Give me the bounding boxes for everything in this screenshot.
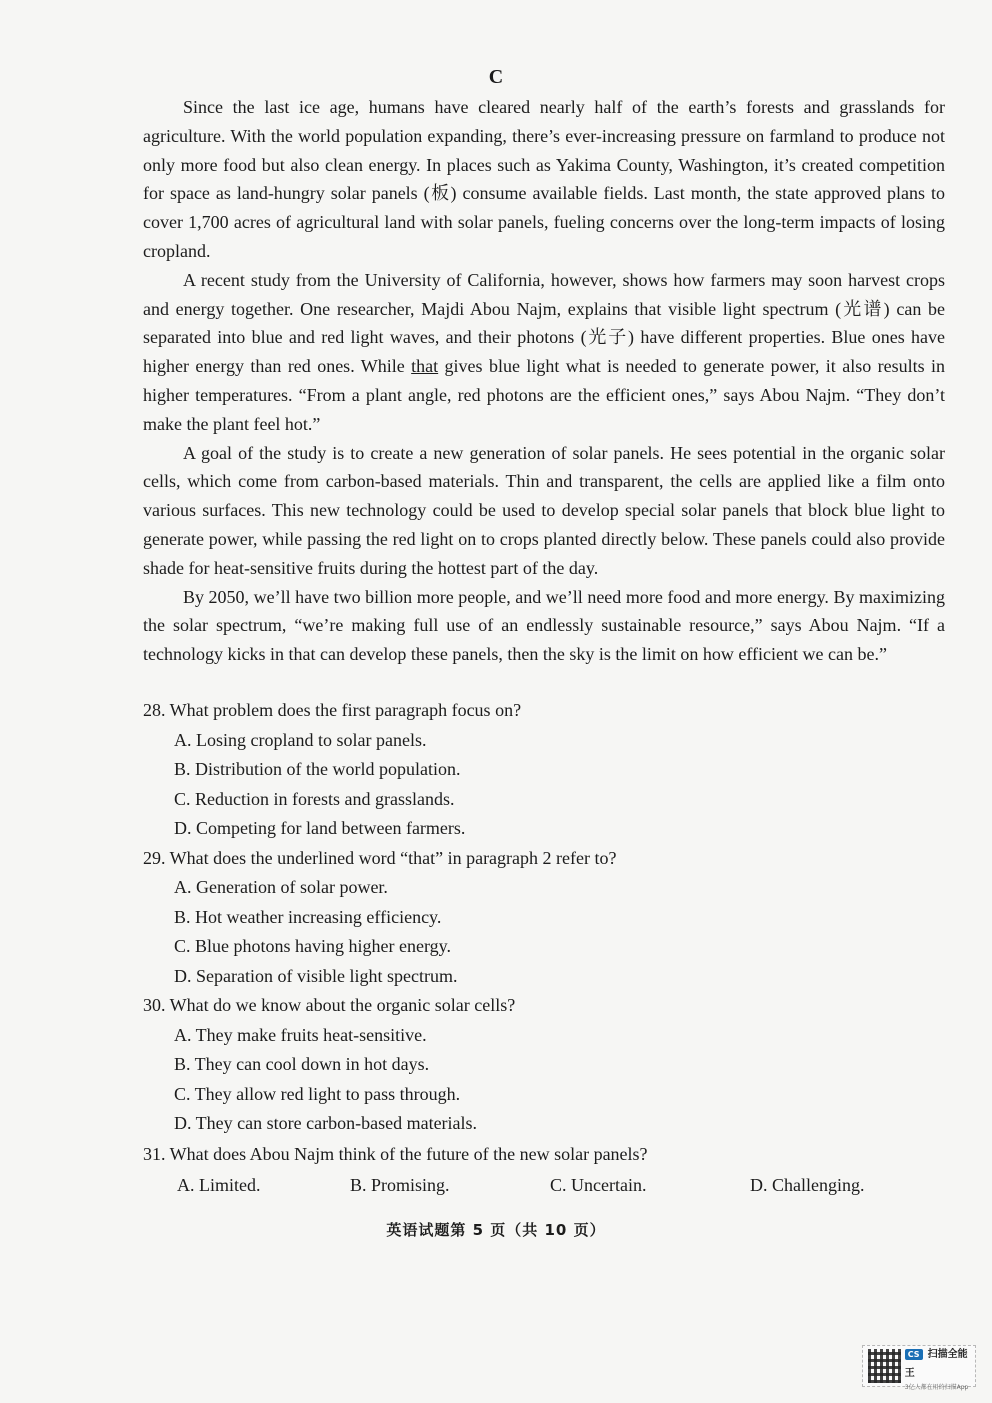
option-c: C. Reduction in forests and grasslands. — [174, 788, 455, 809]
question-31 — [143, 1139, 945, 1201]
option-d: D. Separation of visible light spectrum. — [174, 965, 458, 986]
scanner-app-name: 扫描全能王 — [904, 1348, 968, 1379]
reading-passage — [143, 93, 945, 669]
option-c: C. They allow red light to pass through. — [174, 1083, 461, 1104]
question-28 — [143, 696, 945, 844]
option-b: B. Promising. — [350, 1174, 450, 1195]
option-a: A. Losing cropland to solar panels. — [174, 729, 427, 750]
scanner-watermark — [862, 1345, 976, 1391]
underlined-word: that — [411, 356, 439, 377]
options-row — [143, 1169, 945, 1201]
scanner-tagline: 3亿人都在用的扫描App — [904, 1383, 969, 1391]
question-30 — [143, 991, 945, 1139]
page-footer: 英语试题第 5 页（共 10 页） — [386, 1221, 606, 1239]
option-a: A. Generation of solar power. — [174, 877, 388, 897]
section-heading: C — [488, 66, 504, 88]
option-b: B. They can cool down in hot days. — [174, 1054, 430, 1074]
scanner-text — [905, 1342, 975, 1391]
question-stem: 31. What does Abou Najm think of the future of the new solar panels? — [143, 1143, 648, 1164]
option-c: C. Uncertain. — [550, 1174, 647, 1195]
question-stem: 29. What does the underlined word “that” in paragraph 2 refer to? — [143, 847, 617, 868]
paragraph-2 — [143, 266, 945, 439]
paragraph-1: Since the last ice age, humans have cleared nearly half of the earth’s forests and grasslands for agriculture. With the world population expanding, there’s ever-increasing pressure on farmland to produce not only more food but also clean energy. In places such as Yakima County, Washington, it’s created competition for space as land-hungry solar panels (板) consume available fields. Last month, the state approved plans to cover 1,700 acres of agricultural land with solar panels, fueling concerns over the long-term impacts of losing cropland. — [143, 97, 945, 261]
question-stem: 30. What do we know about the organic solar cells? — [143, 995, 516, 1015]
question-29 — [143, 844, 945, 992]
option-a: A. Limited. — [177, 1174, 261, 1195]
option-b: B. Hot weather increasing efficiency. — [174, 906, 442, 927]
option-c: C. Blue photons having higher energy. — [174, 936, 451, 956]
qr-code-icon — [868, 1349, 901, 1383]
option-a: A. They make fruits heat-sensitive. — [174, 1024, 427, 1045]
question-list — [143, 696, 945, 1201]
question-stem: 28. What problem does the first paragraph focus on? — [143, 700, 522, 720]
cs-logo-icon: CS — [905, 1349, 923, 1360]
option-d: D. Challenging. — [750, 1174, 865, 1195]
option-b: B. Distribution of the world population. — [174, 759, 461, 779]
paragraph-3: A goal of the study is to create a new generation of solar panels. He sees potential in the organic solar cells, which come from carbon-based materials. Thin and transparent, the cells are applied like a film onto various surfaces. This new technology could be used to develop special solar panels that block blue light to generate power, while passing the red light on to crops planted directly below. These panels could also provide shade for heat-sensitive fruits during the hottest part of the day. — [143, 442, 945, 578]
option-d: D. Competing for land between farmers. — [174, 818, 466, 838]
paragraph-2-part-1: A recent study from the University of California, however, shows how farmers may soon harvest crops and energy together. One researcher, Majdi Abou Najm, explains that visible light spectrum (光谱) can be separated into blue and red light waves, and their photons (光子) have different properties. Blue ones have higher energy than red ones. While — [143, 269, 945, 377]
paragraph-4: By 2050, we’ll have two billion more people, and we’ll need more food and more energy. By maximizing the solar spectrum, “we’re making full use of an endlessly sustainable resource,” says Abou Najm. “If a technology kicks in that can develop these panels, then the sky is the limit on how efficient we can be.” — [143, 586, 945, 665]
paragraph-2-part-2: gives blue light what is needed to generate power, it also results in higher temperatures. “From a plant angle, red photons are the efficient ones,” says Abou Najm. “They don’t make the plant feel hot.” — [143, 356, 945, 434]
option-d: D. They can store carbon-based materials. — [174, 1113, 478, 1133]
